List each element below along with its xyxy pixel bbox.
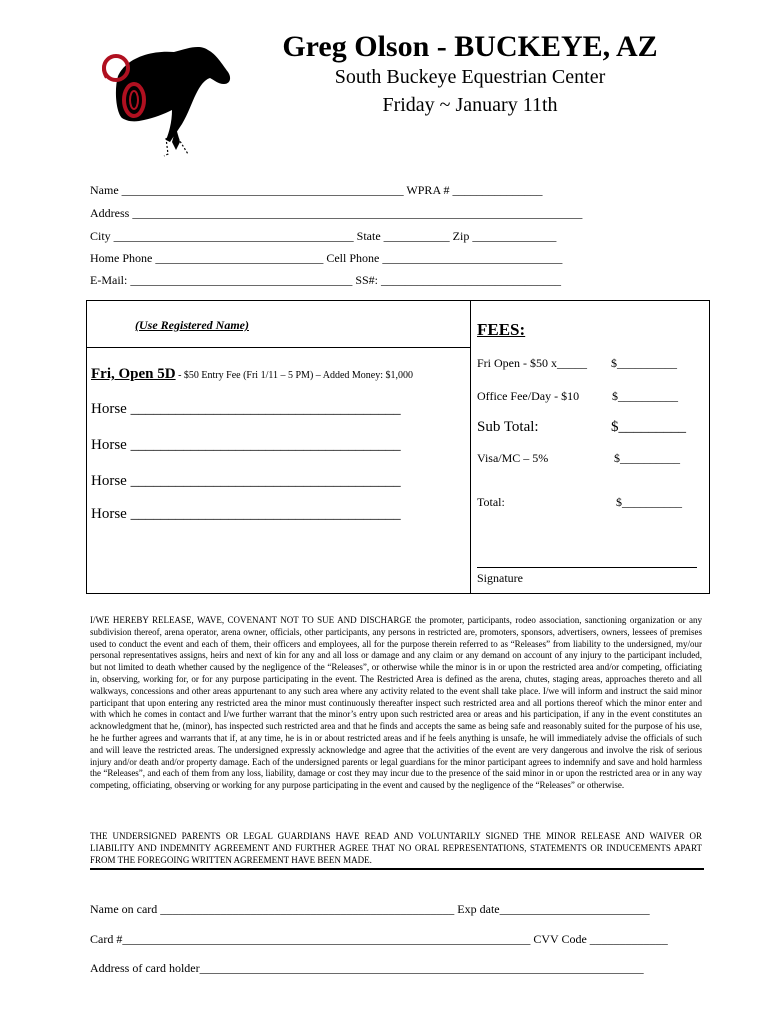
horse-logo	[96, 38, 236, 160]
venue-subtitle: South Buckeye Equestrian Center	[334, 66, 606, 88]
total-label: Total:	[477, 495, 505, 509]
visa-fee-label: Visa/MC – 5%	[477, 451, 549, 465]
horse-field[interactable]: Horse ____________________________________	[91, 401, 401, 417]
horse-field[interactable]: Horse ____________________________________	[91, 437, 401, 453]
event-name: Fri, Open 5D	[91, 366, 176, 382]
fee-open-label: Fri Open - $50 x_____	[477, 356, 587, 370]
phone-field[interactable]: Home Phone ____________________________ Cell Phone ______________________________	[90, 251, 563, 265]
signature-label: Signature	[477, 571, 523, 585]
total-amount[interactable]: $__________	[616, 495, 682, 509]
subtotal-label: Sub Total:	[477, 419, 539, 435]
event-entry	[91, 366, 413, 383]
visa-fee-amount[interactable]: $__________	[614, 451, 680, 465]
event-date: Friday ~ January 11th	[382, 94, 558, 116]
name-wpra-field[interactable]: Name _______________________________________________ WPRA # _______________	[90, 183, 543, 197]
subtotal-amount[interactable]: $_________	[611, 419, 686, 435]
city-state-zip-field[interactable]: City ________________________________________ State ___________ Zip ______________	[90, 229, 557, 243]
signature-line[interactable]	[477, 567, 697, 568]
fee-open-amount[interactable]: $__________	[611, 356, 677, 370]
fee-office-amount[interactable]: $__________	[612, 389, 678, 403]
email-ssn-field[interactable]: E-Mail: _____________________________________ SS#: ______________________________	[90, 273, 562, 287]
fee-office-label: Office Fee/Day - $10	[477, 389, 580, 403]
release-text: I/WE HEREBY RELEASE, WAVE, COVENANT NOT TO SUE AND DISCHARGE the promoter, participants, rodeo association, sanctioning organization or any subdivision thereof, arena operator, arena owner, officials, other participants, any persons in restricted are, promoters, sponsors, advertisers, owners, lessees of premises used to conduct the event and each of them, their officers and employees, all for the purpose therein referred to as “Releases” from liability to the undersigned, my/our personal representatives assigns, heirs and next of kin for any and all loss or damage and any claim or any demand on account of any injury to the participant included, but not limited to death whether caused by the negligence of the “Releases”, or otherwise while the minor is in or upon the restricted area and/or competing, officiating in, observing, working for, or for any purpose participating in the event. The Restricted Area is defined as the arena, chutes, staging areas, approaches thereto and all walkways, concessions and other areas appurtenant to any such area where any activity related to the event shall take place. I/we will inform and instruct the said minor participant that upon entering any restricted area the minor must continuously thereafter inspect such restricted area and all portions thereof which the minor enter and with which he comes in contact and I/we further warrant that the minor’s entry upon such restricted area or areas and his participation, if any in the event constitutes an acknowledgment that he, (minor), has inspected such restricted area and that he finds and accepts the same as being safe and reasonably suited for the purpose of his use, he he further agrees and warrants that if, at any time, he is in or about restricted areas and if he feels anything is unsafe, he will immediately advise the officials of such and will leave the restricted areas. The undersigned expressly acknowledge and agree that the activities of the event are very dangerous and involve the risk of serious injury and/or death and/or property damage. Each of the undersigned parents or legal guardians for the minor participant agrees to indemnify and save and hold harmless the “Releases”, and each of them from any loss, liability, damage or cost they may incur due to the presence of the said minor in or upon the restricted area or in any way competing, officiating, observing or working for any purpose participating in the event and caused by the negligence of the “Releases” or otherwise.	[90, 615, 702, 791]
address-field[interactable]: Address ___________________________________________________________________________	[90, 206, 583, 220]
fees-heading: FEES:	[477, 320, 526, 339]
event-detail: - $50 Entry Fee (Fri 1/11 – 5 PM) – Added Money: $1,000	[175, 370, 413, 381]
page-title: Greg Olson - BUCKEYE, AZ	[282, 30, 658, 63]
divider	[90, 868, 704, 870]
use-registered-note: (Use Registered Name)	[135, 318, 249, 332]
card-number-cvv-field[interactable]: Card #____________________________________________________________________ CVV Code _____________	[90, 932, 668, 946]
agreement-text: THE UNDERSIGNED PARENTS OR LEGAL GUARDIANS HAVE READ AND VOLUNTARILY SIGNED THE MINOR RELEASE AND WAIVER OR LIABILITY AND INDEMNITY AGREEMENT AND FURTHER AGREE THAT NO ORAL REPRESENTATIONS, STATEMENTS OR INDUCEMENTS APART FROM THE FOREGOING WRITTEN AGREEMENT HAVE BEEN MADE.	[90, 831, 702, 865]
card-name-exp-field[interactable]: Name on card _________________________________________________ Exp date_________________________	[90, 902, 650, 916]
card-address-field[interactable]: Address of card holder__________________________________________________________________________	[90, 961, 644, 975]
horse-field[interactable]: Horse ____________________________________	[91, 506, 401, 522]
horse-field[interactable]: Horse ____________________________________	[91, 473, 401, 489]
